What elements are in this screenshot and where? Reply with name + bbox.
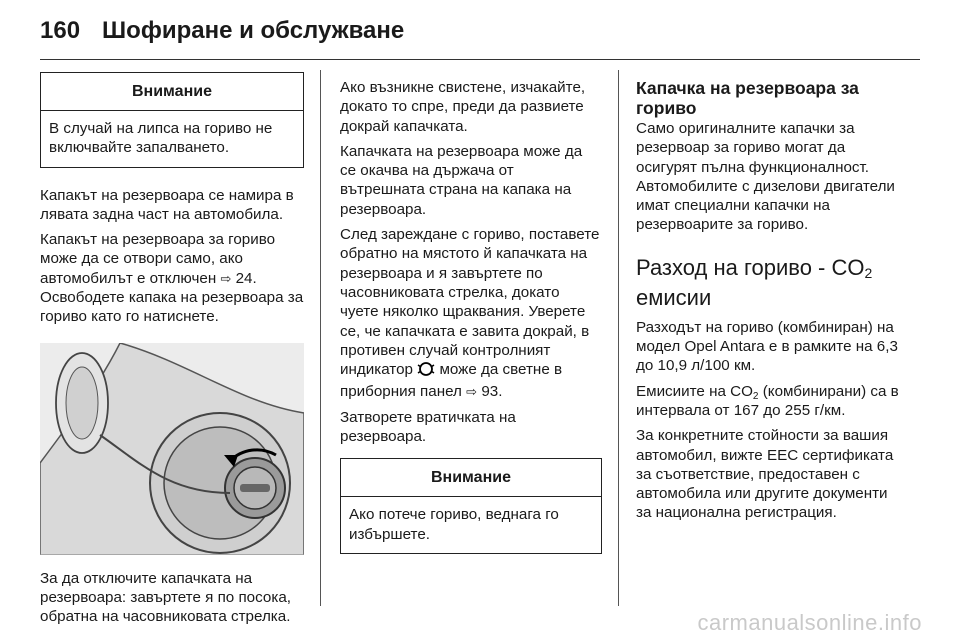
page-title: Шофиране и обслужване [102, 17, 405, 44]
subscript: 2 [864, 264, 873, 281]
warning-box [40, 72, 304, 168]
paragraph: За конкретните стойности за вашия автомобил, вижте ЕЕС сертификата за съответствие, предоставен с автомобила или другите документи за национална регистрация. [636, 427, 894, 522]
paragraph [636, 382, 906, 421]
paragraph: Капачката на резервоара може да се окачва на държача от вътрешната страна на капака на резервоара. [340, 142, 583, 218]
paragraph: Само оригиналните капачки за резервоар за гориво могат да осигурят пълна функционалност. Автомобилите с дизелови двигатели имат специални капачки на резервоарите за гориво. [636, 120, 895, 234]
paragraph [340, 225, 602, 402]
section-heading: Капачка на резервоара за гориво [636, 78, 859, 118]
warning-text: Ако потече гориво, веднага го избършете. [349, 506, 559, 543]
warning-text: В случай на липса на гориво не включвайте запалването. [49, 120, 273, 157]
paragraph-text: След зареждане с гориво, поставете обратно на мястото й капачката на резервоара и я завъртете по часовниковата стрелка, докато чуете няколко щраквания. Уверете се, че капачката е завита докрай, в противен случай контролният индикатор [340, 226, 600, 379]
paragraph [40, 230, 304, 326]
fuel-cap-illustration [40, 343, 304, 555]
column-3 [636, 78, 906, 529]
paragraph: Ако възникне свистене, изчакайте, докато то спре, преди да развиете докрай капачката. [340, 79, 586, 135]
heading-text: емисии [636, 284, 712, 310]
arrow-ref-icon: ⇨ [220, 270, 232, 286]
paragraph: Разходът на гориво (комбиниран) на модел Opel Antara е в рамките на 6,3 до 10,9 л/100 км. [636, 318, 898, 375]
paragraph: Затворете вратичката на резервоара. [340, 408, 516, 446]
paragraph: За да отключите капачката на резервоара: завъртете я по посока, обратна на часовниковата стрелка. [40, 569, 291, 626]
subscript: 2 [752, 390, 759, 402]
heading-text: Разход на гориво - CO [636, 254, 865, 280]
warning-box [340, 458, 602, 554]
column-1 [40, 72, 304, 633]
paragraph-text: може да светне в приборния панел [340, 361, 563, 401]
warning-title: Внимание [341, 459, 601, 497]
page-header [40, 6, 920, 56]
page-reference[interactable]: 24. [235, 269, 257, 287]
column-divider [618, 70, 619, 606]
watermark: carmanualsonline.info [697, 610, 922, 635]
check-engine-icon [417, 361, 435, 382]
paragraph-text: (комбинирани) са в интервала от 167 до 255 г/км. [636, 382, 899, 419]
page-reference[interactable]: 93. [481, 383, 503, 401]
paragraph-text: Емисиите на CO [636, 382, 753, 400]
paragraph: Капакът на резервоара се намира в лявата задна част на автомобила. [40, 186, 294, 223]
page-number: 160 [40, 17, 81, 44]
arrow-ref-icon: ⇨ [466, 384, 478, 400]
column-2 [340, 78, 602, 564]
column-divider [320, 70, 321, 606]
section-heading-large [636, 253, 906, 313]
header-rule [40, 59, 920, 60]
paragraph-text: Освободете капака на резервоара за гориво като го натиснете. [40, 289, 304, 326]
paragraph-text: Капакът на резервоара за гориво може да се отвори само, ако автомобилът е отключен [40, 231, 276, 287]
warning-title: Внимание [41, 73, 303, 111]
